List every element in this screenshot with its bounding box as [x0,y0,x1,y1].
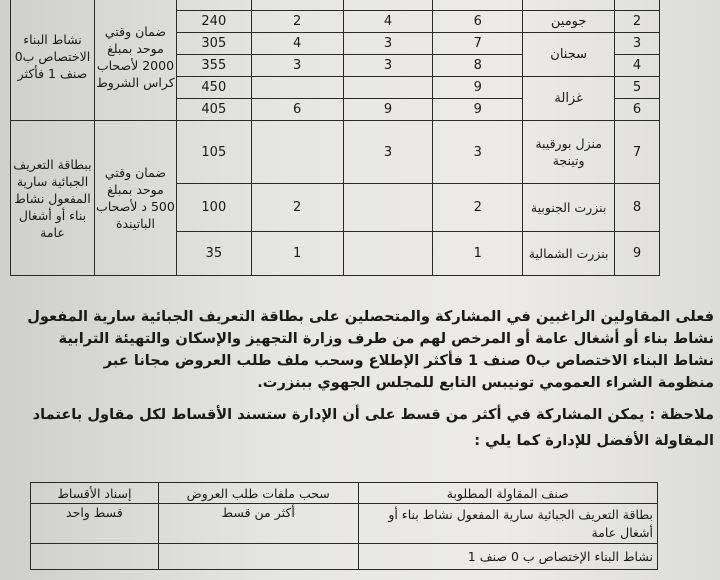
body-line: نشاط بناء أو أشغال عامة أو المرخص لهم من طرف وزارة التجهيز والإسكان والتهيئة الترابية [58,330,714,347]
withdraw-cell: أكثر من قسط [158,504,358,544]
assign-cell [31,544,159,570]
body-line: فعلى المقاولين الراغبين في المشاركة والمتحصلين على بطاقة التعريف الجبائية سارية المفعول [27,308,714,325]
body-line: منظومة الشراء العمومي تونيبس التابع للمجلس الجهوي ببنزرت. [257,374,714,391]
location: بنزرت الجنوبية [523,184,615,232]
cell-total: 305 [176,33,251,55]
cell-value: 3 [343,55,433,77]
condition-text: ببطاقة التعريف الجبائية سارية المفعول نشاط بناء أو أشغال عامة [11,121,95,276]
lot-number: 5 [615,77,660,99]
cell-value: 9 [343,99,433,121]
cell-value [251,121,343,184]
cell-total: 35 [176,232,251,276]
cell-value [343,232,433,276]
table-row [11,121,660,184]
cell-value: 6 [251,99,343,121]
cell-value [433,0,523,11]
location: منزل بورقيبة وتينجة [523,121,615,184]
cell-value: 9 [433,99,523,121]
cell-total: 450 [176,77,251,99]
cell-value: 4 [251,33,343,55]
lot-number: 7 [615,121,660,184]
column-header: إسناد الأقساط [31,483,159,504]
condition-text: نشاط البناء الاختصاص ب0 صنف 1 فأكثر [11,0,95,121]
cell-value [251,0,343,11]
category-cell: بطاقة التعريف الجبائية سارية المفعول نشاط بناء أو أشغال عامة [358,504,657,544]
location [523,0,615,11]
cell-value: 6 [433,11,523,33]
location: سجنان [523,33,615,77]
cell-total: 240 [176,11,251,33]
location: غزالة [523,77,615,121]
cell-value: 3 [343,33,433,55]
cell-value: 2 [433,184,523,232]
lot-number: 4 [615,55,660,77]
cell-value: 1 [433,232,523,276]
allocation-table [30,482,658,570]
lot-number: 8 [615,184,660,232]
cell-total: 100 [176,184,251,232]
cell-value [343,0,433,11]
guarantee-text: ضمان وقتي موحد بمبلغ 2000 لأصحاب كراس الشروط [94,0,176,121]
cell-value: 8 [433,55,523,77]
table-row [31,544,658,570]
lot-number: 9 [615,232,660,276]
assign-cell: قسط واحد [31,504,159,544]
lots-table [10,0,660,276]
cell-value: 7 [433,33,523,55]
cell-value: 4 [343,11,433,33]
withdraw-cell [158,544,358,570]
column-header: سحب ملفات طلب العروض [158,483,358,504]
cell-total: 105 [176,121,251,184]
column-header: صنف المقاولة المطلوبة [358,483,657,504]
cell-value [251,77,343,99]
note-line: ملاحظة : يمكن المشاركة في أكثر من قسط على أن الإدارة ستسند الأقساط لكل مقاول باعتماد [32,406,714,423]
cell-value: 9 [433,77,523,99]
cell-total [176,0,251,11]
cell-value: 3 [343,121,433,184]
cell-value [343,184,433,232]
cell-value: 3 [251,55,343,77]
table-row [31,504,658,544]
cell-value: 2 [251,184,343,232]
lot-number: 6 [615,99,660,121]
cell-value: 1 [251,232,343,276]
note-line: المقاولة الأفضل للإدارة كما يلي : [474,432,714,449]
table-row [11,0,660,11]
cell-value: 3 [433,121,523,184]
guarantee-text: ضمان وقتي موحد بمبلغ 500 د لأصحاب الباتيندة [94,121,176,276]
cell-value: 2 [251,11,343,33]
lot-number: 2 [615,11,660,33]
lot-number [615,0,660,11]
body-line: نشاط البناء الاختصاص ب0 صنف 1 فأكثر الإطلاع وسحب ملف طلب العروض مجانا عبر [103,352,714,369]
table-header-row [31,483,658,504]
cell-total: 405 [176,99,251,121]
location: جومين [523,11,615,33]
cell-value [343,77,433,99]
category-cell: نشاط البناء الإختصاص ب 0 صنف 1 [358,544,657,570]
lot-number: 3 [615,33,660,55]
location: بنزرت الشمالية [523,232,615,276]
cell-total: 355 [176,55,251,77]
